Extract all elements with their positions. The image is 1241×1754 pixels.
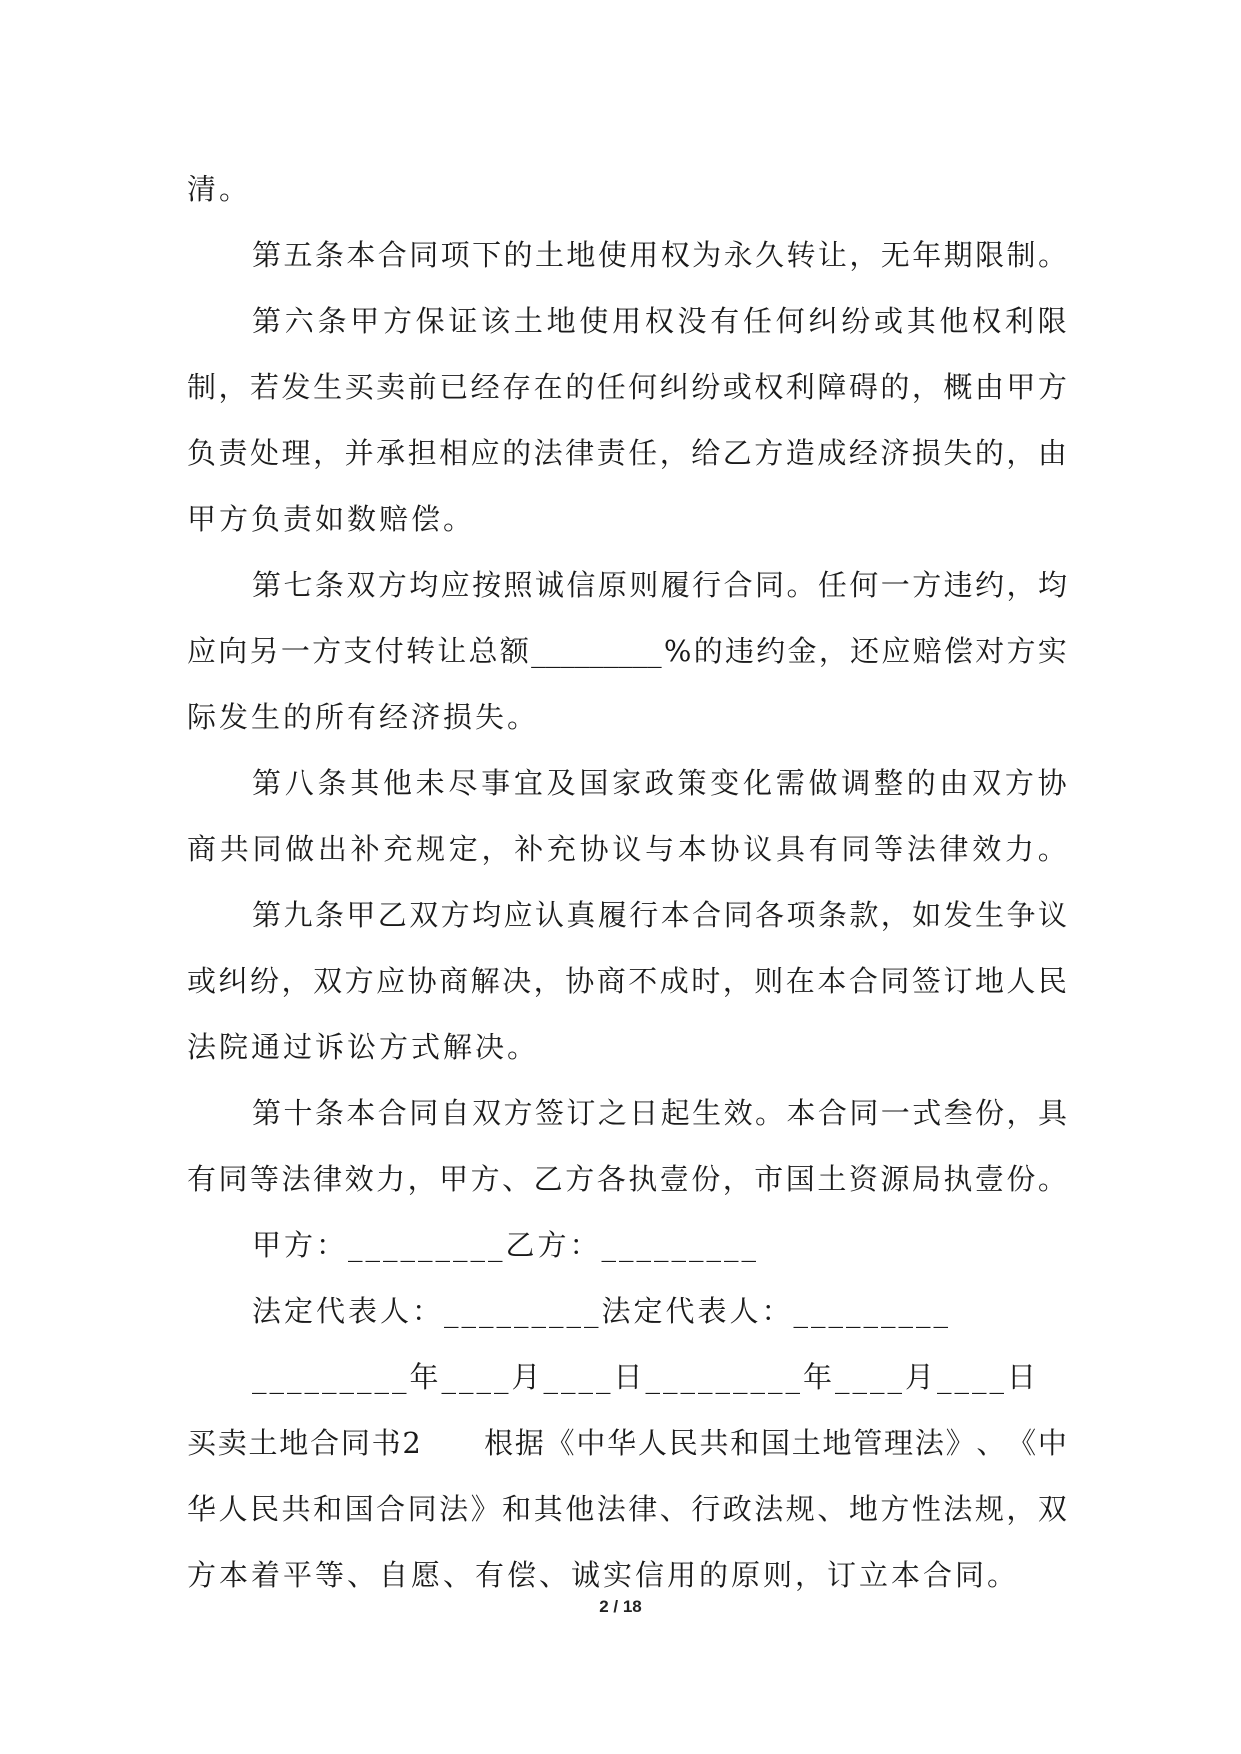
text-line: 第 十 条 本 合 同 自 双 方 签 订 之 日 起 生 效 。 本 合 同 一 式 叁 份 ， 具 [252, 1096, 1067, 1130]
page-number: 2 / 18 [599, 1597, 642, 1616]
text-line: 方本着平等、自愿、有偿、诚实信用的原则，订立本合同。 [187, 1558, 1020, 1592]
text-line: 第 七 条 双 方 均 应 按 照 诚 信 原 则 履 行 合 同 。 任 何 一 方 违 约 ， 均 [252, 568, 1067, 602]
text-line: 买 卖 土 地 合 同 书 2 根 据 《 中 华 人 民 共 和 国 土 地 管 理 法 》 、 《 中 [187, 1426, 1067, 1460]
text-line: 应 向 另 一 方 支 付 转 让 总 额 _________ % 的 违 约 金 ， 还 应 赔 偿 对 方 实 [187, 634, 1067, 668]
text-line: 甲方：_________乙方：_________ [252, 1228, 760, 1262]
text-line: 负 责 处 理 ， 并 承 担 相 应 的 法 律 责 任 ， 给 乙 方 造 成 经 济 损 失 的 ， 由 [187, 436, 1067, 470]
text-line: 清。 [187, 172, 252, 206]
text-line: 第 五 条 本 合 同 项 下 的 土 地 使 用 权 为 永 久 转 让 ， 无 年 期 限 制 。 [252, 238, 1067, 272]
document-body [187, 156, 1067, 1608]
text-line: 有 同 等 法 律 效 力 ， 甲 方 、 乙 方 各 执 壹 份 ， 市 国 土 资 源 局 执 壹 份 。 [187, 1162, 1067, 1196]
text-line: 第 六 条 甲 方 保 证 该 土 地 使 用 权 没 有 任 何 纠 纷 或 其 他 权 利 限 [252, 304, 1067, 338]
text-line: 制 ， 若 发 生 买 卖 前 已 经 存 在 的 任 何 纠 纷 或 权 利 障 碍 的 ， 概 由 甲 方 [187, 370, 1067, 404]
text-line: 第 九 条 甲 乙 双 方 均 应 认 真 履 行 本 合 同 各 项 条 款 ， 如 发 生 争 议 [252, 898, 1067, 932]
text-line: 商 共 同 做 出 补 充 规 定 ， 补 充 协 议 与 本 协 议 具 有 同 等 法 律 效 力 。 [187, 832, 1067, 866]
text-line: 或 纠 纷 ， 双 方 应 协 商 解 决 ， 协 商 不 成 时 ， 则 在 本 合 同 签 订 地 人 民 [187, 964, 1067, 998]
text-line: 第 八 条 其 他 未 尽 事 宜 及 国 家 政 策 变 化 需 做 调 整 的 由 双 方 协 [252, 766, 1067, 800]
text-line: 华 人 民 共 和 国 合 同 法 》 和 其 他 法 律 、 行 政 法 规 、 地 方 性 法 规 ， 双 [187, 1492, 1067, 1526]
text-line: 法定代表人：_________法定代表人：_________ [252, 1294, 952, 1328]
text-line: 甲方负责如数赔偿。 [187, 502, 476, 536]
text-line: 法院通过诉讼方式解决。 [187, 1030, 540, 1064]
text-line: 际发生的所有经济损失。 [187, 700, 540, 734]
text-line: _________年____月____日_________年____月____日 [252, 1360, 1040, 1394]
